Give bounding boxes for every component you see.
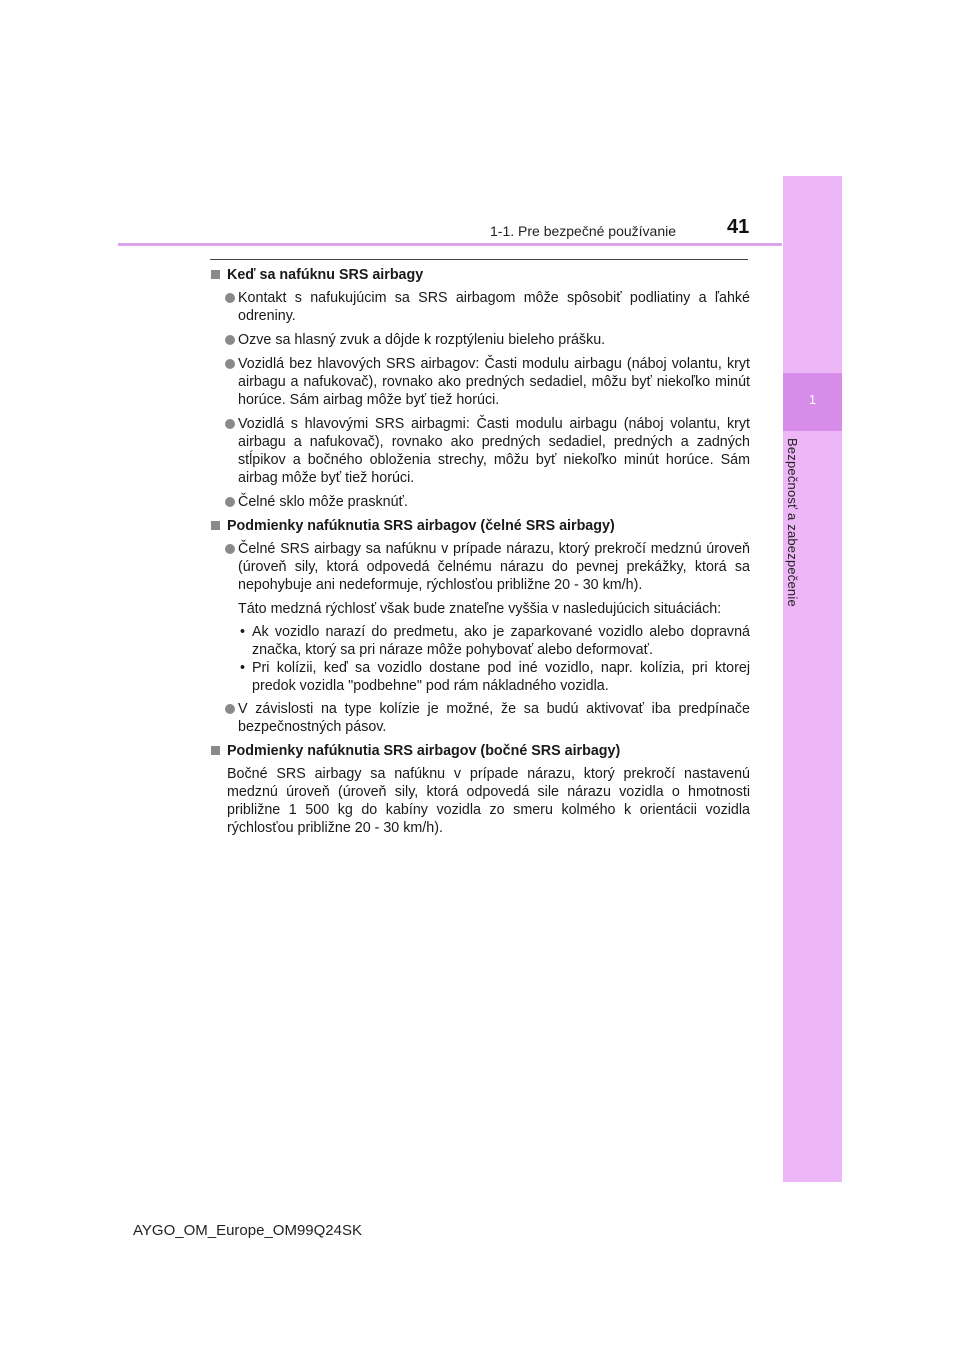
dot-list-item [210, 623, 750, 659]
section-heading-text: Podmienky nafúknutia SRS airbagov (bočné SRS airbagy) [227, 743, 621, 759]
paragraph: Bočné SRS airbagy sa nafúknu v prípade nárazu, ktorý prekročí nastavenú medznú úroveň (úroveň sily, ktorá odpovedá sile nárazu vozidla o hmotnosti približne 1 500 kg do kabíny vozidla zo smeru kolmého k orientácii vozidla rýchlosťou približne 20 - 30 km/h). [227, 766, 750, 836]
bullet-text: Čelné SRS airbagy sa nafúknu v prípade nárazu, ktorý prekročí medznú úroveň (úroveň sily, ktorá odpovedá čelnému nárazu do pevnej prekážky, ktorá sa nepohybuje ani nedeformuje, rýchlosťou približne 20 - 30 km/h). [238, 541, 750, 593]
section-heading [210, 742, 750, 760]
square-bullet-icon [211, 521, 220, 530]
dot-bullet-icon: • [240, 624, 246, 640]
bullet-subtext: Táto medzná rýchlosť však bude znateľne vyššia v nasledujúcich situáciách: [238, 601, 722, 617]
circle-bullet-icon [225, 419, 235, 429]
section-title: 1-1. Pre bezpečné používanie [490, 223, 677, 239]
bullet-item [210, 415, 750, 487]
chapter-number: 1 [808, 392, 817, 407]
bullet-item [210, 289, 750, 325]
bullet-item [210, 355, 750, 409]
bullet-text: Vozidlá s hlavovými SRS airbagmi: Časti modulu airbagu (náboj volantu, kryt airbagu a nafukovač), rovnako ako predných sedadiel, predných a zadných stĺpikov a bočného obloženia strechy, môžu byť niekoľko minút horúce. Sám airbag môže byť tiež horúci. [238, 416, 750, 486]
section-heading [210, 517, 750, 535]
content-top-rule [210, 259, 748, 260]
chapter-title: Bezpečnosť a zabezpečenie [785, 438, 800, 607]
section-heading-text: Keď sa nafúknu SRS airbagy [227, 267, 424, 283]
dot-bullet-icon: • [240, 660, 246, 676]
bullet-text: Ozve sa hlasný zvuk a dôjde k rozptýleniu bieleho prášku. [238, 332, 606, 348]
bullet-text: Vozidlá bez hlavových SRS airbagov: Časti modulu airbagu (náboj volantu, kryt airbagu a nafukovač), rovnako ako predných sedadiel, môžu byť niekoľko minút horúce. Sám airbag môže byť tiež horúci. [238, 356, 750, 408]
dot-list-text: Pri kolízii, keď sa vozidlo dostane pod iné vozidlo, napr. kolízia, pri ktorej predok vozidla "podbehne" pod rám nákladného vozidla. [252, 660, 750, 694]
page-content [210, 266, 750, 837]
bullet-text: Kontakt s nafukujúcim sa SRS airbagom môže spôsobiť podliatiny a ľahké odreniny. [238, 290, 750, 324]
square-bullet-icon [211, 746, 220, 755]
bullet-item [210, 331, 750, 349]
circle-bullet-icon [225, 497, 235, 507]
bullet-text: V závislosti na type kolízie je možné, že sa budú aktivovať iba predpínače bezpečnostných pásov. [238, 701, 750, 735]
bullet-text: Čelné sklo môže prasknúť. [238, 494, 408, 510]
page-number: 41 [727, 216, 750, 238]
square-bullet-icon [211, 270, 220, 279]
document-id: AYGO_OM_Europe_OM99Q24SK [133, 1222, 362, 1239]
section-heading-text: Podmienky nafúknutia SRS airbagov (čelné SRS airbagy) [227, 518, 615, 534]
circle-bullet-icon [225, 335, 235, 345]
circle-bullet-icon [225, 359, 235, 369]
bullet-item [210, 700, 750, 736]
section-heading [210, 266, 750, 284]
chapter-side-tab [783, 176, 842, 1182]
circle-bullet-icon [225, 704, 235, 714]
circle-bullet-icon [225, 544, 235, 554]
circle-bullet-icon [225, 293, 235, 303]
bullet-item [210, 493, 750, 511]
dot-list-text: Ak vozidlo narazí do predmetu, ako je zaparkované vozidlo alebo dopravná značka, ktorý sa pri náraze môže pohybovať alebo deformovať. [252, 624, 750, 658]
bullet-item [210, 540, 750, 594]
dot-list-item [210, 659, 750, 695]
header-rule [118, 243, 782, 246]
